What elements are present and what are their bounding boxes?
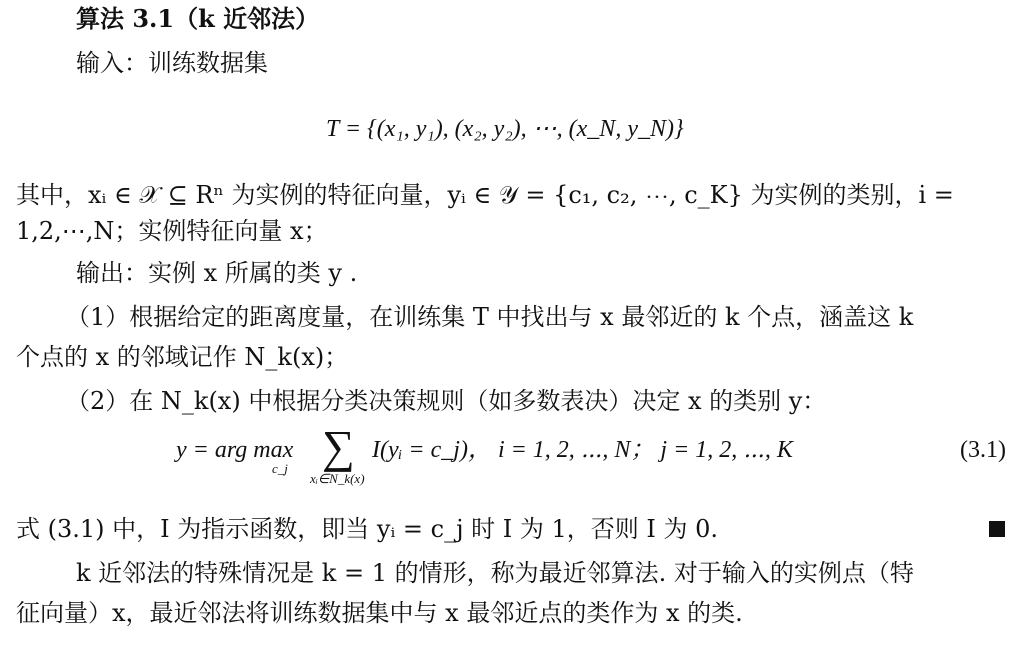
step1-line-1: （1）根据给定的距离度量，在训练集 T 中找出与 x 最邻近的 k 个点，涵盖这 k [66,303,914,331]
step2-line: （2）在 N_k(x) 中根据分类决策规则（如多数表决）决定 x 的类别 y： [66,387,827,415]
step1-line-2: 个点的 x 的邻域记作 N_k(x)； [16,343,349,371]
special-case-line-1: k 近邻法的特殊情况是 k = 1 的情形，称为最近邻算法. 对于输入的实例点（特 [76,559,914,587]
where-line-2: 1,2,⋯,N；实例特征向量 x； [16,217,328,245]
sum-subscript: xᵢ∈N_k(x) [310,471,365,486]
equation-number: (3.1) [960,437,1006,463]
output-label: 输出：实例 x 所属的类 y . [76,259,358,287]
input-label: 输入：训练数据集 [76,49,268,77]
end-of-proof-square [989,521,1005,537]
summation-symbol: ∑ [322,421,355,472]
special-case-line-2: 征向量）x，最近邻法将训练数据集中与 x 最邻近点的类作为 x 的类. [16,599,743,627]
algorithm-title: 算法 3.1（k 近邻法） [76,4,320,33]
argmax-subscript: c_j [272,461,288,476]
formula-note: 式 (3.1) 中，I 为指示函数，即当 yᵢ = c_j 时 I 为 1，否则 I 为 0. [16,515,719,543]
dataset-formula: T = {(x₁, y₁), (x₂, y₂), ⋯, (x_N, y_N)} [326,116,684,142]
where-line-1: 其中，xᵢ ∈ 𝒳 ⊆ Rⁿ 为实例的特征向量，yᵢ ∈ 𝒴 = {c₁, c₂, ⋯, c_K} 为实例的类别，i = [16,181,954,209]
equation-lhs: y = arg max [176,437,294,463]
equation-body: I(yᵢ = c_j)， i = 1, 2, ⋯, N； j = 1, 2, ⋯, K [372,437,793,463]
